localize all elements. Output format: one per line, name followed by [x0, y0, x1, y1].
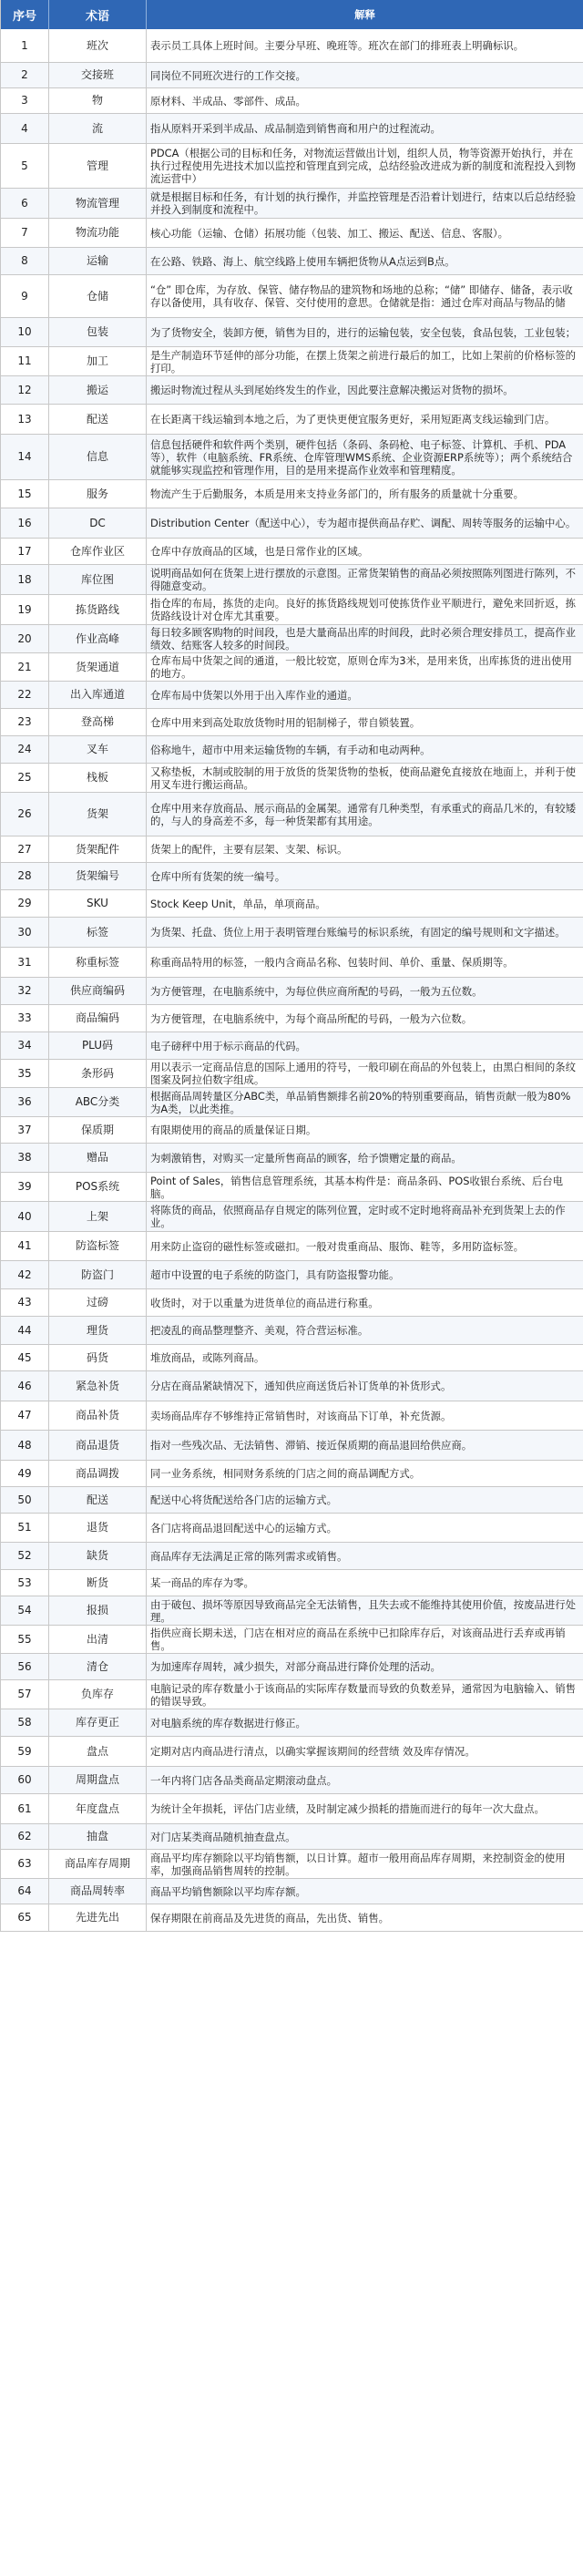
row-explanation: 用以表示一定商品信息的国际上通用的符号，一般印刷在商品的外包装上，由黑白相间的条纹图案及阿拉伯数字组成。	[150, 1061, 577, 1086]
table-row	[0, 1032, 583, 1060]
row-explanation: Stock Keep Unit，单品，单项商品。	[150, 897, 326, 910]
table-row	[0, 144, 583, 189]
row-number: 19	[0, 595, 49, 624]
row-term: 标签	[49, 918, 147, 947]
table-row	[0, 863, 583, 890]
table-row	[0, 508, 583, 539]
row-number: 33	[0, 1005, 49, 1031]
row-number: 35	[0, 1060, 49, 1087]
row-number: 2	[0, 63, 49, 87]
row-term: 条形码	[49, 1060, 147, 1087]
table-row	[0, 595, 583, 625]
row-explanation: 仓库布局中货架之间的通道，一般比较宽，原则仓库为3米，是用来货，出库拣货的进出使用的地方。	[150, 654, 572, 680]
header-term: 术语	[49, 0, 147, 29]
row-number: 43	[0, 1289, 49, 1316]
row-term: 防盗标签	[49, 1232, 147, 1260]
row-number: 46	[0, 1371, 49, 1401]
row-explanation: 配送中心将货配送给各门店的运输方式。	[150, 1493, 338, 1506]
header-explain: 解释	[354, 8, 375, 21]
row-term: DC	[49, 508, 147, 538]
row-explanation: 保存期限在前商品及先进货的商品，先出货、销售。	[150, 1911, 389, 1924]
row-explanation: 就是根据目标和任务，有计划的执行操作，并监控管理是否沿着计划进行，结束以后总结经验并投入到制度和流程中。	[150, 190, 577, 216]
table-row	[0, 1371, 583, 1401]
table-row	[0, 1680, 583, 1709]
row-explanation: 原材料、半成品、零部件、成品。	[150, 94, 306, 108]
table-row	[0, 480, 583, 508]
table-row	[0, 682, 583, 709]
row-number: 50	[0, 1487, 49, 1513]
row-term: 登高梯	[49, 709, 147, 735]
row-term: 称重标签	[49, 948, 147, 977]
row-explanation: 卖场商品库存不够维持正常销售时，对该商品下订单，补充货源。	[150, 1409, 452, 1422]
row-term: 出清	[49, 1626, 147, 1653]
row-explanation: 是生产制造环节延伸的部分功能，在摆上货架之前进行最后的加工，比如上架前的价格标签的打印。	[150, 348, 577, 375]
table-header	[0, 0, 583, 29]
table-row	[0, 565, 583, 595]
row-explanation: 核心功能（运输、仓储）拓展功能（包装、加工、搬运、配送、信息、客服）。	[150, 226, 508, 240]
table-row	[0, 1824, 583, 1850]
row-explanation: 对电脑系统的库存数据进行修正。	[150, 1716, 306, 1729]
row-number: 37	[0, 1117, 49, 1143]
row-term: 商品退货	[49, 1431, 147, 1460]
table-row	[0, 1543, 583, 1570]
table-row	[0, 114, 583, 144]
table-row	[0, 1232, 583, 1261]
row-explanation: 在长距离干线运输到本地之后，为了更快更便宜服务更好，采用短距离支线运输到门店。	[150, 413, 556, 426]
table-row	[0, 1767, 583, 1794]
row-term: 商品库存周期	[49, 1850, 147, 1878]
table-row	[0, 1596, 583, 1626]
row-number: 25	[0, 764, 49, 792]
table-row	[0, 1794, 583, 1824]
row-explanation: 将陈货的商品，依照商品存自规定的陈列位置，定时或不定时地将商品补充到货架上去的作业。	[150, 1204, 566, 1229]
row-number: 39	[0, 1173, 49, 1201]
table-row	[0, 890, 583, 918]
row-number: 53	[0, 1570, 49, 1596]
row-number: 54	[0, 1596, 49, 1625]
table-row	[0, 1514, 583, 1543]
row-explanation: “仓” 即仓库，为存放、保管、储存物品的建筑物和场地的总称；“储” 即储存、储备，表示收存以备使用，具有收存、保管、交付使用的意思。仓储就是指：通过仓库对商品与物品的储	[150, 283, 573, 309]
row-term: 货架通道	[49, 653, 147, 681]
row-term: 货架	[49, 793, 147, 836]
row-explanation: 各门店将商品退回配送中心的运输方式。	[150, 1521, 338, 1534]
row-explanation: 分店在商品紧缺情况下，通知供应商送货后补订货单的补货形式。	[150, 1380, 452, 1392]
row-term: 服务	[49, 480, 147, 508]
row-term: 信息	[49, 435, 147, 479]
row-number: 12	[0, 376, 49, 404]
row-explanation: 为货架、托盘、货位上用于表明管理台账编号的标识系统，有固定的编号规则和文字描述。	[150, 926, 566, 939]
table-row	[0, 836, 583, 863]
row-term: 缺货	[49, 1543, 147, 1569]
table-row	[0, 1709, 583, 1737]
row-explanation: 同一业务系统，相同财务系统的门店之间的商品调配方式。	[150, 1467, 421, 1480]
row-number: 62	[0, 1824, 49, 1849]
row-explanation: 仓库中用来存放商品、展示商品的金属架。通常有几种类型，有承重式的商品几米的，有较矮的，与人的身高差不多，每一种货架都有其用途。	[150, 801, 577, 827]
row-explanation: 物流产生于后勤服务，本质是用来支持业务部门的，所有服务的质量就十分重要。	[150, 487, 525, 500]
table-row	[0, 539, 583, 565]
row-term: 过磅	[49, 1289, 147, 1316]
row-number: 15	[0, 480, 49, 508]
table-row	[0, 1431, 583, 1461]
row-term: 紧急补货	[49, 1371, 147, 1401]
table-row	[0, 1461, 583, 1487]
row-term: ABC分类	[49, 1088, 147, 1116]
row-term: 管理	[49, 144, 147, 188]
table-row	[0, 347, 583, 376]
row-term: 商品周转率	[49, 1879, 147, 1904]
table-row	[0, 1904, 583, 1932]
row-term: 物	[49, 88, 147, 113]
row-explanation: 商品库存无法满足正常的陈列需求或销售。	[150, 1549, 348, 1563]
row-number: 10	[0, 318, 49, 346]
row-explanation: PDCA（根据公司的目标和任务，对物流运营做出计划，组织人员，物等资源开始执行，并在执行过程使用先进技术加以监控和管理直到完成，总结经验改进成为新的制度和流程投入到物流运营中）	[150, 147, 577, 185]
row-term: 防盗门	[49, 1261, 147, 1288]
row-term: 赠品	[49, 1144, 147, 1172]
row-number: 59	[0, 1737, 49, 1766]
row-number: 9	[0, 275, 49, 317]
row-number: 57	[0, 1680, 49, 1709]
table-row	[0, 793, 583, 836]
table-row	[0, 405, 583, 435]
row-term: 码货	[49, 1345, 147, 1370]
row-number: 49	[0, 1461, 49, 1486]
row-explanation: 为方便管理，在电脑系统中，为每位供应商所配的号码，一般为五位数。	[150, 984, 483, 998]
row-number: 17	[0, 539, 49, 564]
table-row	[0, 948, 583, 978]
table-row	[0, 1117, 583, 1144]
table-row	[0, 1289, 583, 1317]
row-explanation: 称重商品特用的标签，一般内含商品名称、包装时间、单价、重量、保质期等。	[150, 956, 514, 969]
table-row	[0, 1345, 583, 1371]
row-term: 物流功能	[49, 219, 147, 247]
row-term: 清仓	[49, 1654, 147, 1679]
header-no: 序号	[0, 0, 49, 29]
row-explanation: 仓库布局中货架以外用于出入库作业的通道。	[150, 688, 358, 702]
table-row	[0, 918, 583, 948]
table-row	[0, 1144, 583, 1173]
row-explanation: 表示员工具体上班时间。主要分早班、晚班等。班次在部门的排班表上明确标识。	[150, 39, 525, 52]
row-explanation: 信息包括硬件和软件两个类别，硬件包括（条码、条码枪、电子标签、计算机、手机、PDA等），软件（电脑系统、FR系统、仓库管理WMS系统、企业资源ERP系统等）；两个系统结合就能够实现监控和管理作用，目的是用来提高作业效率和管理精度。	[150, 437, 573, 477]
row-term: 班次	[49, 29, 147, 62]
row-term: 保质期	[49, 1117, 147, 1143]
row-number: 51	[0, 1514, 49, 1542]
row-number: 5	[0, 144, 49, 188]
row-explanation: 收货时，对于以重量为进货单位的商品进行称重。	[150, 1296, 379, 1309]
table-row	[0, 1401, 583, 1431]
table-row	[0, 625, 583, 653]
row-number: 29	[0, 890, 49, 917]
row-term: 库存更正	[49, 1709, 147, 1736]
row-number: 44	[0, 1317, 49, 1344]
table-row	[0, 1570, 583, 1596]
row-term: SKU	[49, 890, 147, 917]
row-number: 45	[0, 1345, 49, 1370]
table-row	[0, 1173, 583, 1202]
row-number: 26	[0, 793, 49, 836]
row-explanation: 堆放商品，或陈列商品。	[150, 1351, 265, 1364]
table-row	[0, 764, 583, 793]
table-row	[0, 1626, 583, 1654]
row-explanation: 指对一些残次品、无法销售、滞销、接近保质期的商品退回给供应商。	[150, 1439, 473, 1452]
row-term: 货架编号	[49, 863, 147, 889]
table-row	[0, 1879, 583, 1904]
row-number: 3	[0, 88, 49, 113]
row-explanation: 为了货物安全，装卸方便，销售为目的，进行的运输包装，安全包装，食品包装，工业包装；	[150, 325, 577, 339]
row-term: 报损	[49, 1596, 147, 1625]
row-term: 运输	[49, 248, 147, 274]
table-row	[0, 1088, 583, 1117]
row-term: 配送	[49, 1487, 147, 1513]
row-term: 加工	[49, 347, 147, 375]
row-explanation: 定期对店内商品进行清点，以确实掌握该期间的经营绩 效及库存情况。	[150, 1745, 476, 1758]
row-explanation: Distribution Center（配送中心），专为超市提供商品存贮、调配、周转等服务的运输中心。	[150, 517, 577, 529]
row-explanation: 有限期使用的商品的质量保证日期。	[150, 1124, 317, 1136]
row-number: 23	[0, 709, 49, 735]
row-number: 32	[0, 978, 49, 1004]
row-number: 52	[0, 1543, 49, 1569]
row-term: 仓储	[49, 275, 147, 317]
row-term: 理货	[49, 1317, 147, 1344]
row-term: 货架配件	[49, 836, 147, 862]
table-row	[0, 318, 583, 347]
row-explanation: 对门店某类商品随机抽查盘点。	[150, 1830, 296, 1843]
row-number: 40	[0, 1202, 49, 1231]
row-explanation: 搬运时物流过程从头到尾始终发生的作业，因此要注意解决搬运对货物的损坏。	[150, 384, 514, 396]
row-number: 1	[0, 29, 49, 62]
row-explanation: 电脑记录的库存数量小于该商品的实际库存数量而导致的负数差异，通常因为电脑输入、销售的错误导致。	[150, 1681, 577, 1708]
table-row	[0, 1005, 583, 1032]
row-number: 63	[0, 1850, 49, 1878]
row-explanation: 用来防止盗窃的磁性标签或磁扣。一般对贵重商品、服饰、鞋等，多用防盗标签。	[150, 1239, 525, 1253]
row-explanation: 仓库中用来到高处取放货物时用的铝制梯子，带自锁装置。	[150, 715, 421, 729]
table-row	[0, 376, 583, 405]
row-explanation: 说明商品如何在货架上进行摆放的示意图。正常货架销售的商品必须按照陈列图进行陈列，不得随意变动。	[150, 567, 577, 592]
table-body	[0, 29, 583, 1932]
table-row	[0, 653, 583, 682]
row-number: 21	[0, 653, 49, 681]
table-row	[0, 978, 583, 1005]
row-number: 7	[0, 219, 49, 247]
row-explanation: 电子磅秤中用于标示商品的代码。	[150, 1039, 306, 1052]
table-row	[0, 736, 583, 764]
row-number: 55	[0, 1626, 49, 1653]
row-explanation: 由于破包、损坏等原因导致商品完全无法销售，且失去或不能维持其使用价值，按废品进行处理。	[150, 1597, 577, 1624]
row-term: 叉车	[49, 736, 147, 763]
row-explanation: 仓库中所有货架的统一编号。	[150, 869, 286, 883]
row-explanation: 把凌乱的商品整理整齐、美观，符合营运标准。	[150, 1324, 369, 1337]
row-term: 包装	[49, 318, 147, 346]
row-explanation: 指仓库的布局，拣货的走向。良好的拣货路线规划可使拣货作业平顺进行，避免来回折返，拣货路线设计对仓库尤其重要。	[150, 597, 577, 622]
row-number: 65	[0, 1904, 49, 1931]
row-term: 商品编码	[49, 1005, 147, 1031]
row-explanation: 某一商品的库存为零。	[150, 1576, 254, 1589]
row-number: 20	[0, 625, 49, 652]
table-row	[0, 709, 583, 736]
row-number: 16	[0, 508, 49, 538]
row-explanation: 仓库中存放商品的区域，也是日常作业的区域。	[150, 545, 369, 558]
row-explanation: 一年内将门店各品类商品定期滚动盘点。	[150, 1773, 338, 1787]
row-explanation: 指供应商长期未送，门店在相对应的商品在系统中已扣除库存后，对该商品进行丢弃或再销售。	[150, 1627, 566, 1652]
row-number: 18	[0, 565, 49, 594]
row-term: 负库存	[49, 1680, 147, 1709]
row-number: 30	[0, 918, 49, 947]
row-explanation: 为刺激销售，对购买一定量所售商品的顾客，给予馈赠定量的商品。	[150, 1151, 462, 1165]
row-term: 配送	[49, 405, 147, 434]
table-row	[0, 1737, 583, 1767]
row-number: 48	[0, 1431, 49, 1460]
table-row	[0, 435, 583, 480]
row-number: 38	[0, 1144, 49, 1172]
row-number: 14	[0, 435, 49, 479]
row-number: 11	[0, 347, 49, 375]
row-term: 作业高峰	[49, 625, 147, 652]
row-number: 42	[0, 1261, 49, 1288]
table-row	[0, 1261, 583, 1289]
row-number: 41	[0, 1232, 49, 1260]
row-term: 物流管理	[49, 189, 147, 218]
row-term: 出入库通道	[49, 682, 147, 708]
row-term: 上架	[49, 1202, 147, 1231]
row-term: 拣货路线	[49, 595, 147, 624]
row-term: 交接班	[49, 63, 147, 87]
row-explanation: 又称垫板，木制或胶制的用于放货的货架货物的垫板，使商品避免直接放在地面上，并利于使用叉车进行搬运商品。	[150, 765, 577, 791]
row-explanation: 每日较多顾客购物的时间段，也是大量商品出库的时间段，此时必须合理安排员工，提高作业绩效、结账客人较多的时间段。	[150, 626, 577, 652]
row-term: 周期盘点	[49, 1767, 147, 1793]
row-explanation: 为加速库存周转，减少损失，对部分商品进行降价处理的活动。	[150, 1660, 441, 1673]
row-explanation: 根据商品周转量区分ABC类，单品销售额排名前20%的特别重要商品，销售贡献一般为80%为A类，以此类推。	[150, 1089, 571, 1115]
table-row	[0, 1487, 583, 1514]
row-number: 47	[0, 1401, 49, 1430]
row-explanation: 为方便管理，在电脑系统中，为每个商品所配的号码，一般为六位数。	[150, 1011, 473, 1025]
row-number: 56	[0, 1654, 49, 1679]
row-term: 断货	[49, 1570, 147, 1596]
row-number: 31	[0, 948, 49, 977]
table-row	[0, 1202, 583, 1232]
row-number: 64	[0, 1879, 49, 1904]
row-term: 仓库作业区	[49, 539, 147, 564]
row-term: 退货	[49, 1514, 147, 1542]
row-number: 22	[0, 682, 49, 708]
row-term: PLU码	[49, 1032, 147, 1059]
row-explanation: 同岗位不同班次进行的工作交接。	[150, 68, 306, 82]
row-term: 盘点	[49, 1737, 147, 1766]
row-term: 搬运	[49, 376, 147, 404]
row-number: 8	[0, 248, 49, 274]
table-row	[0, 1654, 583, 1680]
row-explanation: 商品平均库存额除以平均销售额，以日计算。超市一般用商品库存周期，来控制资金的使用率，加强商品销售周转的控制。	[150, 1851, 566, 1877]
row-number: 4	[0, 114, 49, 143]
table-row	[0, 1850, 583, 1879]
row-term: 库位图	[49, 565, 147, 594]
row-explanation: 在公路、铁路、海上、航空线路上使用车辆把货物从A点运到B点。	[150, 254, 455, 268]
table-row	[0, 29, 583, 63]
row-explanation: 指从原料开采到半成品、成品制造到销售商和用户的过程流动。	[150, 122, 441, 135]
table-row	[0, 1060, 583, 1088]
row-term: 商品调拨	[49, 1461, 147, 1486]
row-explanation: 俗称地牛，超市中用来运输货物的车辆，有手动和电动两种。	[150, 743, 431, 756]
table-row	[0, 1317, 583, 1345]
table-row	[0, 189, 583, 219]
row-number: 28	[0, 863, 49, 889]
row-term: 供应商编码	[49, 978, 147, 1004]
row-number: 24	[0, 736, 49, 763]
table-row	[0, 275, 583, 318]
table-row	[0, 219, 583, 248]
row-number: 27	[0, 836, 49, 862]
row-term: 栈板	[49, 764, 147, 792]
row-number: 58	[0, 1709, 49, 1736]
row-explanation: 为统计全年损耗，评估门店业绩，及时制定减少损耗的措施而进行的每年一次大盘点。	[150, 1802, 545, 1815]
row-number: 13	[0, 405, 49, 434]
row-number: 34	[0, 1032, 49, 1059]
row-term: 流	[49, 114, 147, 143]
row-explanation: 商品平均销售额除以平均库存额。	[150, 1884, 306, 1898]
row-explanation: 超市中设置的电子系统的防盗门，具有防盗报警功能。	[150, 1268, 400, 1281]
table-row	[0, 248, 583, 275]
row-number: 60	[0, 1767, 49, 1793]
row-term: 抽盘	[49, 1824, 147, 1849]
row-explanation: 货架上的配件，主要有层架、支架、标识。	[150, 843, 348, 856]
table-row	[0, 88, 583, 114]
row-term: POS系统	[49, 1173, 147, 1201]
row-number: 6	[0, 189, 49, 218]
table-row	[0, 63, 583, 88]
row-number: 36	[0, 1088, 49, 1116]
row-number: 61	[0, 1794, 49, 1823]
row-term: 年度盘点	[49, 1794, 147, 1823]
row-term: 商品补货	[49, 1401, 147, 1430]
row-explanation: Point of Sales，销售信息管理系统，其基本构件是：商品条码、POS收银台系统、后台电脑。	[150, 1174, 563, 1200]
row-term: 先进先出	[49, 1904, 147, 1931]
